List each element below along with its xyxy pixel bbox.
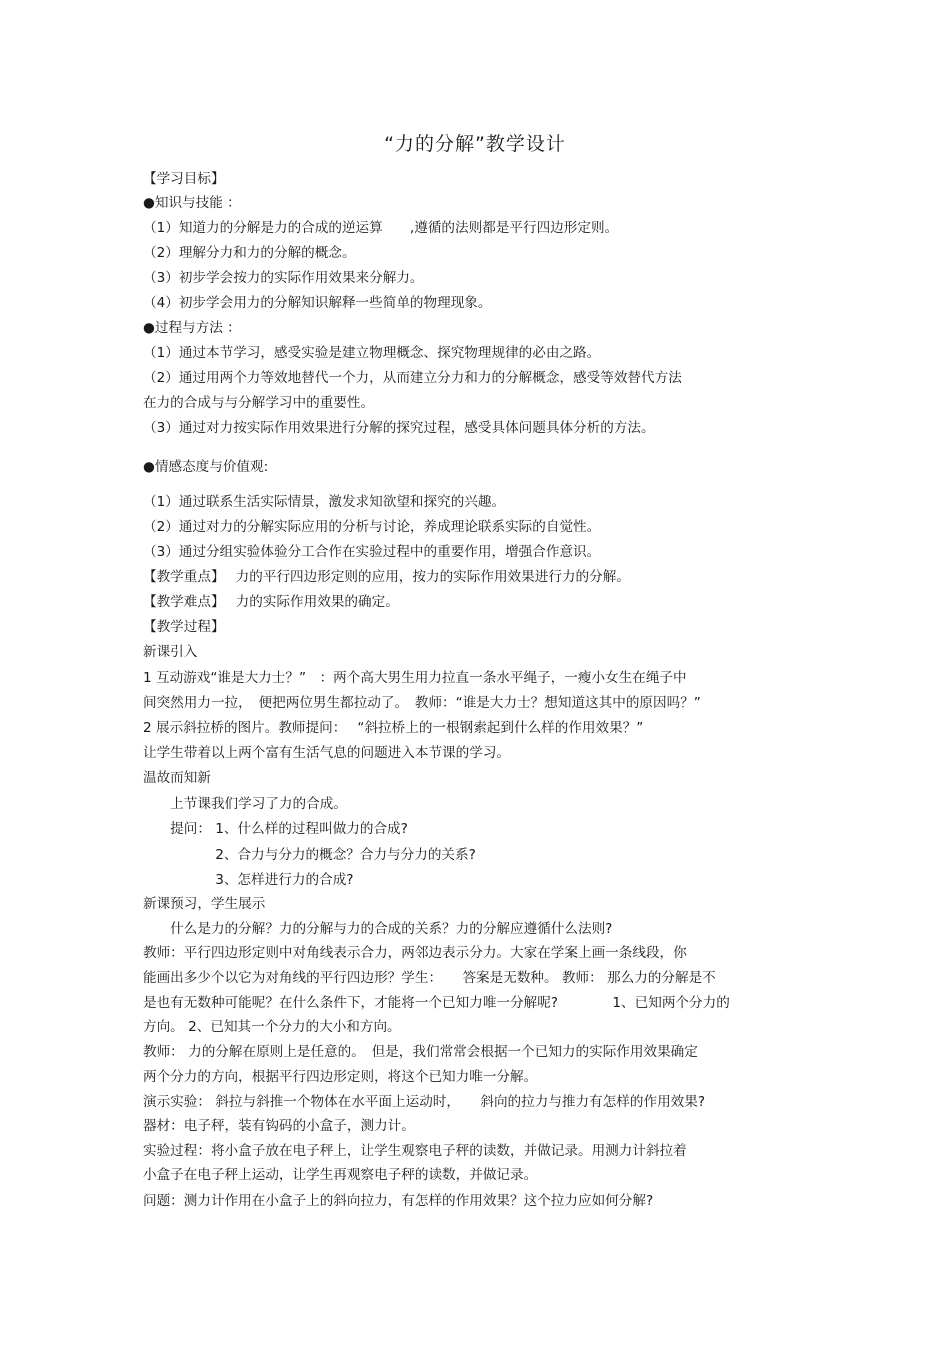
subheading-intro: 新课引入 bbox=[143, 644, 198, 660]
objective-item: （1）通过本节学习，感受实验是建立物理概念、探究物理规律的必由之路。 bbox=[143, 345, 601, 361]
subheading-process-method: ●过程与方法 ： bbox=[143, 320, 241, 336]
paragraph-line: 是也有无数种可能呢？在什么条件下，才能将一个已知力唯一分解呢? 1、已知两个分力的 bbox=[143, 995, 730, 1011]
objective-item: （2）理解分力和力的分解的概念。 bbox=[143, 245, 356, 261]
paragraph-line: 问题：测力计作用在小盒子上的斜向拉力，有怎样的作用效果？这个拉力应如何分解? bbox=[143, 1193, 654, 1209]
paragraph-line: 小盒子在电子秤上运动，让学生再观察电子秤的读数，并做记录。 bbox=[143, 1167, 538, 1183]
paragraph-line: 实验过程：将小盒子放在电子秤上，让学生观察电子秤的读数，并做记录。用测力计斜拉着 bbox=[143, 1143, 687, 1159]
objective-item: （3）初步学会按力的实际作用效果来分解力。 bbox=[143, 270, 424, 286]
subheading-preview: 新课预习，学生展示 bbox=[143, 896, 266, 912]
objective-item: （2）通过用两个力等效地替代一个力，从而建立分力和力的分解概念，感受等效替代方法 bbox=[143, 370, 682, 386]
subheading-review: 温故而知新 bbox=[143, 770, 211, 786]
section-heading-process: 【教学过程】 bbox=[143, 619, 225, 635]
question-item: 2、合力与分力的概念？合力与分力的关系? bbox=[143, 847, 476, 863]
paragraph-line: 演示实验： 斜拉与斜推一个物体在水平面上运动时， 斜向的拉力与推力有怎样的作用效果? bbox=[143, 1094, 706, 1110]
paragraph-line: 上节课我们学习了力的合成。 bbox=[143, 796, 347, 812]
paragraph-line: 1 互动游戏“谁是大力士？” ：两个高大男生用力拉直一条水平绳子，一瘦小女生在绳子中 bbox=[143, 670, 687, 686]
objective-item-continued: 在力的合成与与分解学习中的重要性。 bbox=[143, 395, 375, 411]
objective-item: （1）知道力的分解是力的合成的逆运算 ,遵循的法则都是平行四边形定则。 bbox=[143, 220, 619, 236]
teaching-key-point: 【教学重点】 力的平行四边形定则的应用，按力的实际作用效果进行力的分解。 bbox=[143, 569, 630, 585]
objective-item: （3）通过对力按实际作用效果进行分解的探究过程，感受具体问题具体分析的方法。 bbox=[143, 420, 655, 436]
paragraph-line: 教师： 力的分解在原则上是任意的。 但是，我们常常会根据一个已知力的实际作用效果确定 bbox=[143, 1044, 698, 1060]
teaching-difficulty: 【教学难点】 力的实际作用效果的确定。 bbox=[143, 594, 399, 610]
objective-item: （2）通过对力的分解实际应用的分析与讨论，养成理论联系实际的自觉性。 bbox=[143, 519, 601, 535]
objective-item: （3）通过分组实验体验分工合作在实验过程中的重要作用，增强合作意识。 bbox=[143, 544, 601, 560]
paragraph-line: 什么是力的分解？力的分解与力的合成的关系？力的分解应遵循什么法则? bbox=[143, 921, 613, 937]
question-item: 提问： 1、什么样的过程叫做力的合成? bbox=[143, 821, 408, 837]
paragraph-line: 能画出多少个以它为对角线的平行四边形？学生： 答案是无数种。 教师： 那么力的分解是不 bbox=[143, 970, 716, 986]
paragraph-line: 教师：平行四边形定则中对角线表示合力，两邻边表示分力。大家在学案上画一条线段，你 bbox=[143, 945, 687, 961]
document-title: “力的分解”教学设计 bbox=[384, 133, 566, 155]
paragraph-line: 方向。 2、已知其一个分力的大小和方向。 bbox=[143, 1019, 401, 1035]
paragraph-line: 间突然用力一拉， 便把两位男生都拉动了。 教师：“谁是大力士？想知道这其中的原因吗？” bbox=[143, 695, 701, 711]
section-heading-objectives: 【学习目标】 bbox=[143, 171, 225, 187]
paragraph-line: 让学生带着以上两个富有生活气息的问题进入本节课的学习。 bbox=[143, 745, 511, 761]
objective-item: （1）通过联系生活实际情景，激发求知欲望和探究的兴趣。 bbox=[143, 494, 506, 510]
subheading-attitude-values: ●情感态度与价值观: bbox=[143, 459, 269, 475]
objective-item: （4）初步学会用力的分解知识解释一些简单的物理现象。 bbox=[143, 295, 492, 311]
paragraph-line: 器材：电子秤，装有钩码的小盒子，测力计。 bbox=[143, 1118, 415, 1134]
subheading-knowledge-skills: ●知识与技能 ： bbox=[143, 195, 241, 211]
paragraph-line: 两个分力的方向，根据平行四边形定则，将这个已知力唯一分解。 bbox=[143, 1069, 538, 1085]
question-item: 3、怎样进行力的合成? bbox=[143, 872, 354, 888]
paragraph-line: 2 展示斜拉桥的图片。教师提问： “斜拉桥上的一根钢索起到什么样的作用效果？” bbox=[143, 720, 644, 736]
